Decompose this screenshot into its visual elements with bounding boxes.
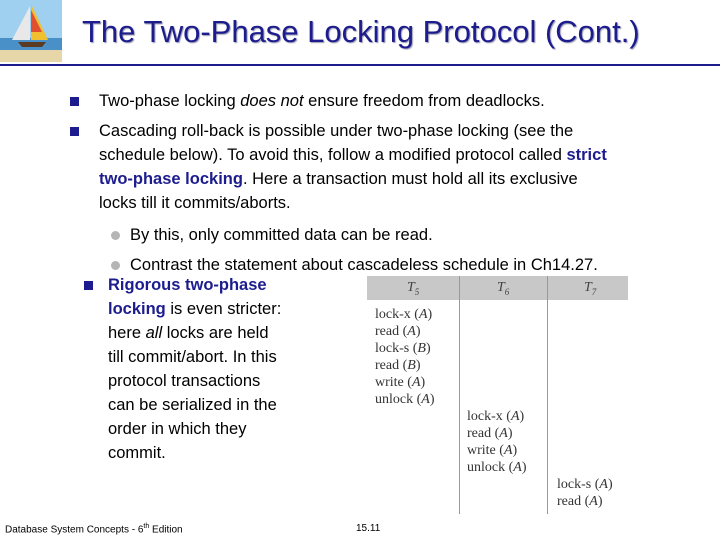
sailboat-logo — [0, 0, 62, 62]
schedule-table — [367, 276, 628, 514]
t5-op: read (B) — [375, 358, 421, 373]
t6-op: write (A) — [467, 443, 518, 458]
bullet-marker — [70, 97, 79, 106]
footer-page-number: 15.11 — [356, 523, 381, 534]
sub-bullet-marker — [111, 231, 120, 240]
header-t5: $T_5$ — [407, 280, 420, 297]
sub-bullet-cascadeless: Contrast the statement about cascadeless schedule in Ch14.27. — [130, 256, 598, 274]
title-divider — [0, 64, 720, 66]
t6-op: lock-x (A) — [467, 409, 525, 424]
column-divider — [547, 276, 548, 514]
sub-bullet-committed: By this, only committed data can be read. — [130, 226, 433, 244]
slide-title: The Two-Phase Locking Protocol (Cont.) — [82, 14, 640, 49]
t5-op: unlock (A) — [375, 392, 435, 407]
t6-op: read (A) — [467, 426, 513, 441]
bullet-deadlock: Two-phase locking does not ensure freedom from deadlocks. — [99, 92, 545, 110]
bullet-cascading: Cascading roll-back is possible under two-phase locking (see the schedule below). To avoid this, follow a modified protocol called strict two-phase locking. Here a transaction must hold all its exclusive locks till it commits/aborts. — [99, 122, 607, 212]
bullet-marker — [70, 127, 79, 136]
header-t7: $T_7$ — [584, 280, 597, 297]
t5-op: lock-x (A) — [375, 307, 433, 322]
t7-op: read (A) — [557, 494, 603, 509]
column-divider — [459, 276, 460, 514]
sub-bullet-marker — [111, 261, 120, 270]
footer-book: Database System Concepts - 6th Edition — [5, 523, 183, 536]
t5-op: lock-s (B) — [375, 341, 431, 356]
header-t6: $T_6$ — [497, 280, 510, 297]
bullet-marker — [84, 281, 93, 290]
t6-op: unlock (A) — [467, 460, 527, 475]
bullet-rigorous: Rigorous two-phase locking is even stricter: here all locks are held till commit/abort. In this protocol transactions can be serialized in the order in which they commit. — [108, 276, 282, 462]
t5-op: write (A) — [375, 375, 426, 390]
t7-op: lock-s (A) — [557, 477, 613, 492]
t5-op: read (A) — [375, 324, 421, 339]
